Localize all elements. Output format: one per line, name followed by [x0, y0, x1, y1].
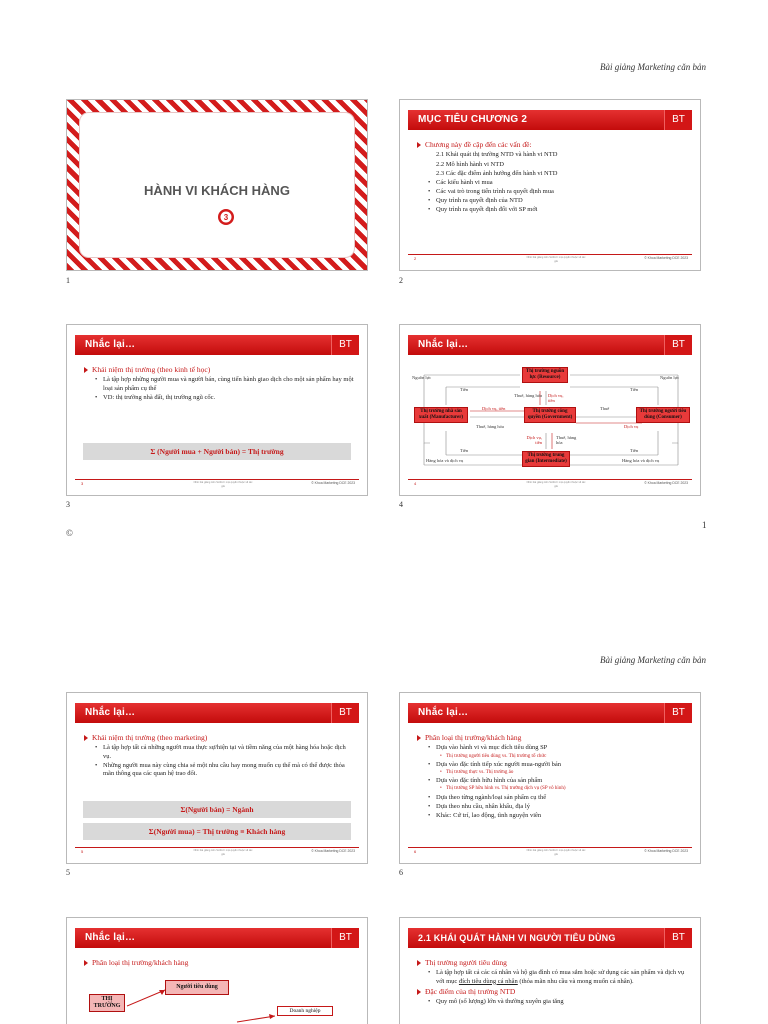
- title-panel: [79, 112, 355, 258]
- label-tien: Tiền: [630, 448, 639, 453]
- slide-body: [83, 365, 355, 403]
- label-thue-hang-hoa: Thuế, hàng hóa: [514, 393, 542, 398]
- list-item: • Dựa vào đặc tính hữu hình của sản phẩm: [416, 777, 688, 785]
- bt-logo: BT: [331, 703, 359, 723]
- slide-footer: [408, 847, 692, 855]
- footer-number: 3: [81, 481, 84, 486]
- label-thue: Thuế: [600, 406, 610, 411]
- footer-number: 5: [81, 849, 84, 854]
- label-nguon-luc-right: Nguồn lực: [660, 375, 680, 380]
- list-item: • Các kiểu hành vi mua: [416, 179, 688, 187]
- item-emphasis: đích tiêu dùng cá nhân: [458, 977, 518, 985]
- sub-list-item: • Thị trường người tiêu dùng vs. Thị trường tổ chức: [416, 754, 688, 760]
- slide-footer: [75, 479, 359, 487]
- slide-footer: [75, 847, 359, 855]
- slide-4[interactable]: [399, 324, 701, 496]
- slide-title-bar: [408, 928, 692, 948]
- footer-center: Nhìn bài giảng trên Scribd / mọi quyền thuộc về tác giả: [526, 256, 586, 263]
- footer-center: Nhìn bài giảng trên Scribd / mọi quyền thuộc về tác giả: [193, 849, 253, 856]
- footer-center: Nhìn bài giảng trên Scribd / mọi quyền thuộc về tác giả: [193, 481, 253, 488]
- node-manufacturer-market: Thị trường nhà sản xuất (Manufacturer): [414, 407, 468, 423]
- lead-bullet: Phân loại thị trường/khách hàng: [416, 733, 688, 742]
- slide-footer: [408, 254, 692, 262]
- market-flow-diagram: [410, 365, 692, 477]
- copyright-mark: ©: [66, 528, 73, 538]
- list-item: • Quy trình ra quyết định đối với SP mới: [416, 206, 688, 214]
- sub-list-item: • Thị trường SP hữu hình vs. Thị trường dịch vụ (SP vô hình): [416, 786, 688, 792]
- slide-title: MỤC TIÊU CHƯƠNG 2: [418, 114, 528, 125]
- slide-8[interactable]: [399, 917, 701, 1024]
- footer-center: Nhìn bài giảng trên Scribd / mọi quyền thuộc về tác giả: [526, 481, 586, 488]
- slide-body: [416, 958, 688, 1007]
- bt-logo: BT: [664, 110, 692, 130]
- list-item: 2.3 Các đặc điểm ảnh hưởng đến hành vi NTD: [436, 169, 558, 177]
- formula-customer: Σ(Người mua) = Thị trường ≡ Khách hàng: [83, 823, 351, 840]
- label-thue-hang-hoa: Thuế, hàng hóa: [476, 424, 504, 429]
- slide-title: Nhắc lại…: [85, 339, 136, 350]
- label-tien: Tiền: [630, 387, 639, 392]
- list-item: • Những người mua này cùng chia sẻ một nhu cầu hay mong muốn cụ thể mà có thể được thỏa mãn thông qua các quan hệ trao đổi.: [83, 762, 355, 778]
- item-text: Là tập hợp tất cả các cá nhân và hộ gia đình có mua sắm hoặc sử dụng các sản phẩm và dịch vụ với mục: [436, 969, 685, 985]
- item-text: (thỏa mãn nhu cầu và mong muốn cá nhân).: [517, 977, 634, 985]
- bt-logo: BT: [664, 928, 692, 948]
- list-item: 2.1 Khái quát thị trường NTD và hành vi NTD: [436, 151, 558, 159]
- footer-center: Nhìn bài giảng trên Scribd / mọi quyền thuộc về tác giả: [526, 849, 586, 856]
- lead-bullet: Khái niệm thị trường (theo kinh tế học): [83, 365, 355, 374]
- label-dich-vu-tien: Dịch vụ, tiền: [526, 435, 542, 445]
- footer-number: 2: [414, 256, 417, 261]
- label-dich-vu: Dịch vụ: [624, 424, 639, 429]
- node-government-market: Thị trường công quyền (Government): [524, 407, 576, 423]
- slide-1[interactable]: [66, 99, 368, 271]
- list-item: • Dựa vào đặc tính tiếp xúc người mua-người bán: [416, 761, 688, 769]
- lead-bullet: Thị trường người tiêu dùng: [416, 958, 688, 967]
- bt-logo: BT: [664, 335, 692, 355]
- list-item: [416, 969, 688, 985]
- node-resource-market: Thị trường nguồn lực (Resource): [522, 367, 568, 383]
- chapter-badge-number: 3: [223, 213, 229, 222]
- lead-bullet: Đặc điểm của thị trường NTD: [416, 987, 688, 996]
- formula-market: Σ (Người mua + Người bán) = Thị trường: [83, 443, 351, 460]
- list-item: • Dựa theo nhu cầu, nhân khẩu, địa lý: [416, 803, 688, 811]
- footer-right: © Khoa Marketing DCE 2023: [644, 849, 688, 853]
- list-item: • Là tập hợp những người mua và người bán, cùng tiến hành giao dịch cho một sản phẩm hay một loại sản phẩm cụ thể: [83, 376, 355, 392]
- lead-bullet: Phân loại thị trường/khách hàng: [83, 958, 355, 967]
- slide-7[interactable]: [66, 917, 368, 1024]
- consumer-box: Người tiêu dùng: [165, 980, 229, 995]
- list-item: • Các vai trò trong tiến trình ra quyết định mua: [416, 188, 688, 196]
- label-tien: Tiền: [460, 387, 469, 392]
- slide-title-bar: [75, 703, 359, 723]
- slide-5[interactable]: [66, 692, 368, 864]
- list-item: 2.2 Mô hình hành vi NTD: [436, 160, 504, 168]
- formula-industry: Σ(Người bán) = Ngành: [83, 801, 351, 818]
- slide-title: Nhắc lại…: [85, 932, 136, 943]
- slide-footer: [408, 479, 692, 487]
- slide-number: 2: [399, 276, 403, 285]
- node-intermediate-market: Thị trường trung gian (Intermediate): [522, 451, 570, 467]
- slide-3[interactable]: [66, 324, 368, 496]
- slide-number: 4: [399, 500, 403, 509]
- node-consumer-market: Thị trường người tiêu dùng (Consumer): [636, 407, 690, 423]
- footer-right: © Khoa Marketing DCE 2023: [644, 256, 688, 260]
- bt-logo: BT: [331, 335, 359, 355]
- slide-title: HÀNH VI KHÁCH HÀNG: [144, 183, 290, 198]
- slide-body: [416, 140, 688, 215]
- label-dich-vu-tien: Dịch vụ, tiền: [482, 406, 506, 411]
- slide-number: 5: [66, 868, 70, 877]
- footer-right: © Khoa Marketing DCE 2023: [311, 849, 355, 853]
- label-hang-hoa-dich-vu-right: Hàng hóa và dịch vụ: [622, 458, 660, 463]
- list-item: • Quy mô (số lượng) lớn và thường xuyên gia tăng: [416, 998, 688, 1006]
- slide-6[interactable]: [399, 692, 701, 864]
- footer-number: 4: [414, 481, 417, 486]
- list-item: • VD: thị trường nhà đất, thị trường ngũ cốc.: [83, 394, 355, 402]
- bt-logo: BT: [664, 703, 692, 723]
- slide-body: [416, 733, 688, 821]
- slide-title: Nhắc lại…: [418, 707, 469, 718]
- label-hang-hoa-dich-vu-left: Hàng hóa và dịch vụ: [426, 458, 464, 463]
- slide-title-bar: [408, 335, 692, 355]
- list-item: • Khác: Cứ trí, lao động, tình nguyện viên: [416, 812, 688, 820]
- list-item: • Dựa vào hành vi và mục đích tiêu dùng SP: [416, 744, 688, 752]
- chapter-badge-icon: [216, 207, 236, 227]
- slide-body: [83, 733, 355, 779]
- list-item: • Quy trình ra quyết định của NTD: [416, 197, 688, 205]
- lead-bullet: Chương này đề cập đến các vấn đề:: [416, 140, 688, 149]
- slide-title-bar: [408, 703, 692, 723]
- page-header: Bài giảng Marketing căn bản: [600, 62, 706, 72]
- label-thue-hang-hoa: Thuế, hàng hóa: [556, 435, 577, 445]
- label-dich-vu-tien: Dịch vụ, tiền: [548, 393, 564, 403]
- footer-right: © Khoa Marketing DCE 2023: [644, 481, 688, 485]
- footer-number: 6: [414, 849, 417, 854]
- lead-bullet: Khái niệm thị trường (theo marketing): [83, 733, 355, 742]
- slide-2[interactable]: [399, 99, 701, 271]
- slide-number: 1: [66, 276, 70, 285]
- page-number: 1: [702, 520, 707, 530]
- footer-right: © Khoa Marketing DCE 2023: [311, 481, 355, 485]
- slide-title: Nhắc lại…: [418, 339, 469, 350]
- slide-title-bar: [75, 335, 359, 355]
- slide-title: 2.1 KHÁI QUÁT HÀNH VI NGƯỜI TIÊU DÙNG: [418, 933, 616, 943]
- page-header: Bài giảng Marketing căn bản: [600, 655, 706, 665]
- list-item: • Là tập hợp tất cả những người mua thực sự/hiện tại và tiềm năng của một hàng hóa hoặc dịch vụ.: [83, 744, 355, 760]
- bt-logo: BT: [331, 928, 359, 948]
- business-box: Doanh nghiệp: [277, 1006, 333, 1016]
- list-item: • Dựa theo từng ngành/loại sản phẩm cụ thể: [416, 794, 688, 802]
- label-tien: Tiền: [460, 448, 469, 453]
- slide-title: Nhắc lại…: [85, 707, 136, 718]
- slide-number: 3: [66, 500, 70, 509]
- slide-title-bar: [408, 110, 692, 130]
- market-box: THỊ TRƯỜNG: [89, 994, 125, 1012]
- slide-number: 6: [399, 868, 403, 877]
- sub-list-item: • Thị trường thực vs. Thị trường ảo: [416, 770, 688, 776]
- label-nguon-luc-left: Nguồn lực: [412, 375, 432, 380]
